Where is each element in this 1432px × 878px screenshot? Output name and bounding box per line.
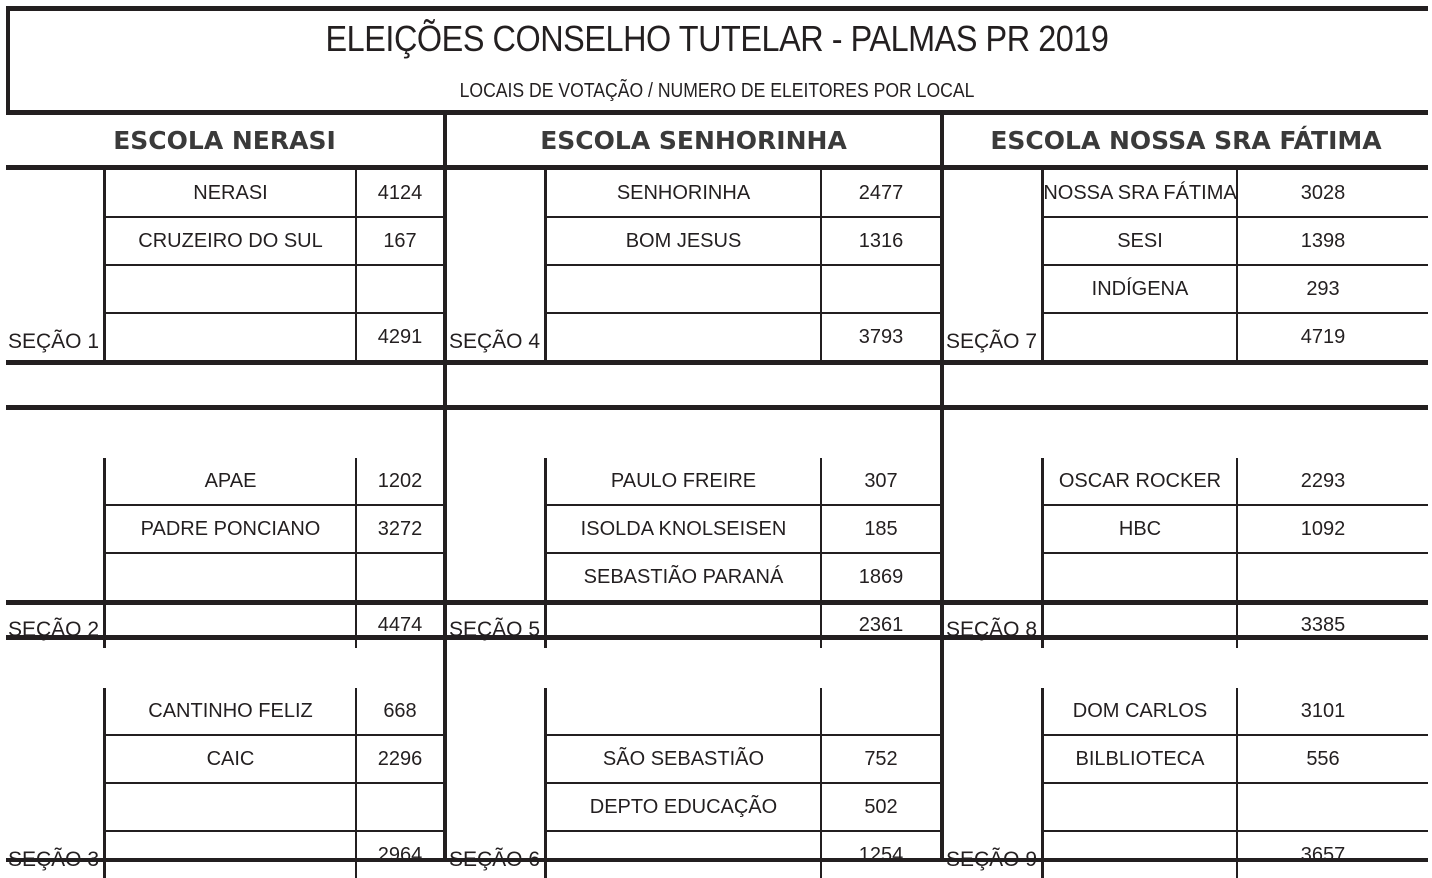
section-label-cell [944,170,1044,360]
document-sheet [6,6,1428,871]
location-name [547,832,822,878]
section-block [940,640,1428,871]
section-table [944,170,1428,360]
section-label: SEÇÃO 6 [449,848,541,871]
table-row [106,266,443,314]
voter-count: 2477 [858,181,904,204]
section-block [940,170,1428,410]
voter-count: 2296 [377,747,423,770]
location-name [1044,832,1238,878]
voter-count [822,266,940,312]
section-rows [547,170,940,360]
total-row [547,314,940,360]
section-table [447,170,940,360]
total-row [106,314,443,360]
section-total: 2964 [377,843,423,866]
voter-count: 3101 [1300,699,1346,722]
spacer-band [6,360,443,408]
table-row [547,506,940,554]
total-row [1044,832,1428,878]
table-row [106,458,443,506]
voter-count [822,688,940,734]
section-label: SEÇÃO 4 [449,330,541,353]
section-label: SEÇÃO 2 [8,618,100,641]
table-row [1044,554,1428,602]
table-row [547,688,940,736]
location-name: SENHORINHA [547,170,822,216]
section-block [443,410,940,640]
section-total: 2361 [858,613,904,636]
location-name [106,554,357,600]
section-block [443,640,940,871]
section-label: SEÇÃO 3 [8,848,100,871]
location-name: CANTINHO FELIZ [106,688,357,734]
voter-count: 307 [864,469,898,492]
location-name [1044,554,1238,600]
location-name [547,688,822,734]
location-name: BOM JESUS [547,218,822,264]
table-row [547,784,940,832]
table-row [1044,266,1428,314]
section-block [6,170,443,410]
voter-count: 167 [383,229,417,252]
section-table [6,688,443,878]
total-row [106,832,443,878]
section-table [447,688,940,878]
location-name [1044,314,1238,360]
location-name: NOSSA SRA FÁTIMA [1044,170,1238,216]
voter-count [1238,784,1408,830]
table-row [547,458,940,506]
voter-count: 2293 [1300,469,1346,492]
voter-count: 3272 [377,517,423,540]
table-row [1044,688,1428,736]
section-label-cell [6,688,106,878]
section-label: SEÇÃO 7 [946,330,1038,353]
voter-count: 752 [864,747,898,770]
voter-count [357,784,443,830]
section-total: 1254 [858,843,904,866]
section-rows [106,688,443,878]
section-block [6,410,443,640]
voter-count [357,266,443,312]
section-total: 4474 [377,613,423,636]
location-name: APAE [106,458,357,504]
location-name [106,266,357,312]
voter-count: 185 [864,517,898,540]
section-block [443,170,940,410]
voter-count: 1398 [1300,229,1346,252]
table-row [106,784,443,832]
voting-table [6,110,1428,871]
section-rows [106,170,443,360]
section-label-cell [447,688,547,878]
table-row [547,554,940,602]
voter-count: 4124 [377,181,423,204]
location-name [106,784,357,830]
location-name: INDÍGENA [1044,266,1238,312]
total-row [547,832,940,878]
table-row [547,736,940,784]
voter-count: 556 [1306,747,1340,770]
voter-count: 3028 [1300,181,1346,204]
page-title: ELEIÇÕES CONSELHO TUTELAR - PALMAS PR 2019 [325,18,1109,59]
spacer-band [447,360,940,408]
section-label: SEÇÃO 9 [946,848,1038,871]
section-total: 3657 [1300,843,1346,866]
location-name: SÃO SEBASTIÃO [547,736,822,782]
location-name: HBC [1044,506,1238,552]
table-row [106,688,443,736]
section-label-cell [6,170,106,360]
location-name: DOM CARLOS [1044,688,1238,734]
table-row [106,736,443,784]
section-total: 3793 [858,325,904,348]
table-row [106,506,443,554]
voter-count: 668 [383,699,417,722]
location-name [106,832,357,878]
voter-count: 293 [1306,277,1340,300]
location-name: DEPTO EDUCAÇÃO [547,784,822,830]
total-row [1044,314,1428,360]
page-subtitle: LOCAIS DE VOTAÇÃO / NUMERO DE ELEITORES POR LOCAL [459,80,975,102]
table-row [1044,506,1428,554]
top-border [6,6,1428,11]
section-table [944,688,1428,878]
section-label-cell [447,170,547,360]
section-rows [1044,688,1428,878]
voter-count: 1869 [858,565,904,588]
table-row [1044,458,1428,506]
voter-count: 502 [864,795,898,818]
table-row [547,266,940,314]
location-name: CRUZEIRO DO SUL [106,218,357,264]
section-label: SEÇÃO 8 [946,618,1038,641]
location-name [1044,784,1238,830]
location-name: PADRE PONCIANO [106,506,357,552]
section-block [6,640,443,871]
voter-count: 1092 [1300,517,1346,540]
table-row [1044,170,1428,218]
school-header: ESCOLA NOSSA SRA FÁTIMA [940,110,1428,170]
voter-count [1238,554,1408,600]
school-header: ESCOLA NERASI [6,110,443,170]
location-name [547,314,822,360]
section-total: 4719 [1300,325,1346,348]
location-name [547,266,822,312]
school-header: ESCOLA SENHORINHA [443,110,940,170]
table-row [1044,784,1428,832]
location-name: CAIC [106,736,357,782]
location-name: BILBLIOTECA [1044,736,1238,782]
voter-count: 1202 [377,469,423,492]
location-name: NERASI [106,170,357,216]
table-row [547,170,940,218]
spacer-band [944,360,1428,408]
voter-count [357,554,443,600]
section-label-cell [944,688,1044,878]
location-name: OSCAR ROCKER [1044,458,1238,504]
table-row [106,218,443,266]
location-name: SESI [1044,218,1238,264]
left-border [6,6,10,112]
table-row [1044,218,1428,266]
section-label: SEÇÃO 5 [449,618,541,641]
section-rows [547,688,940,878]
location-name: ISOLDA KNOLSEISEN [547,506,822,552]
location-name [106,314,357,360]
section-table [6,170,443,360]
section-block [940,410,1428,640]
section-label: SEÇÃO 1 [8,330,100,353]
table-row [106,170,443,218]
location-name: PAULO FREIRE [547,458,822,504]
section-total: 3385 [1300,613,1346,636]
voter-count: 1316 [858,229,904,252]
section-rows [1044,170,1428,360]
location-name: SEBASTIÃO PARANÁ [547,554,822,600]
section-total: 4291 [377,325,423,348]
table-row [106,554,443,602]
table-row [1044,736,1428,784]
table-row [547,218,940,266]
